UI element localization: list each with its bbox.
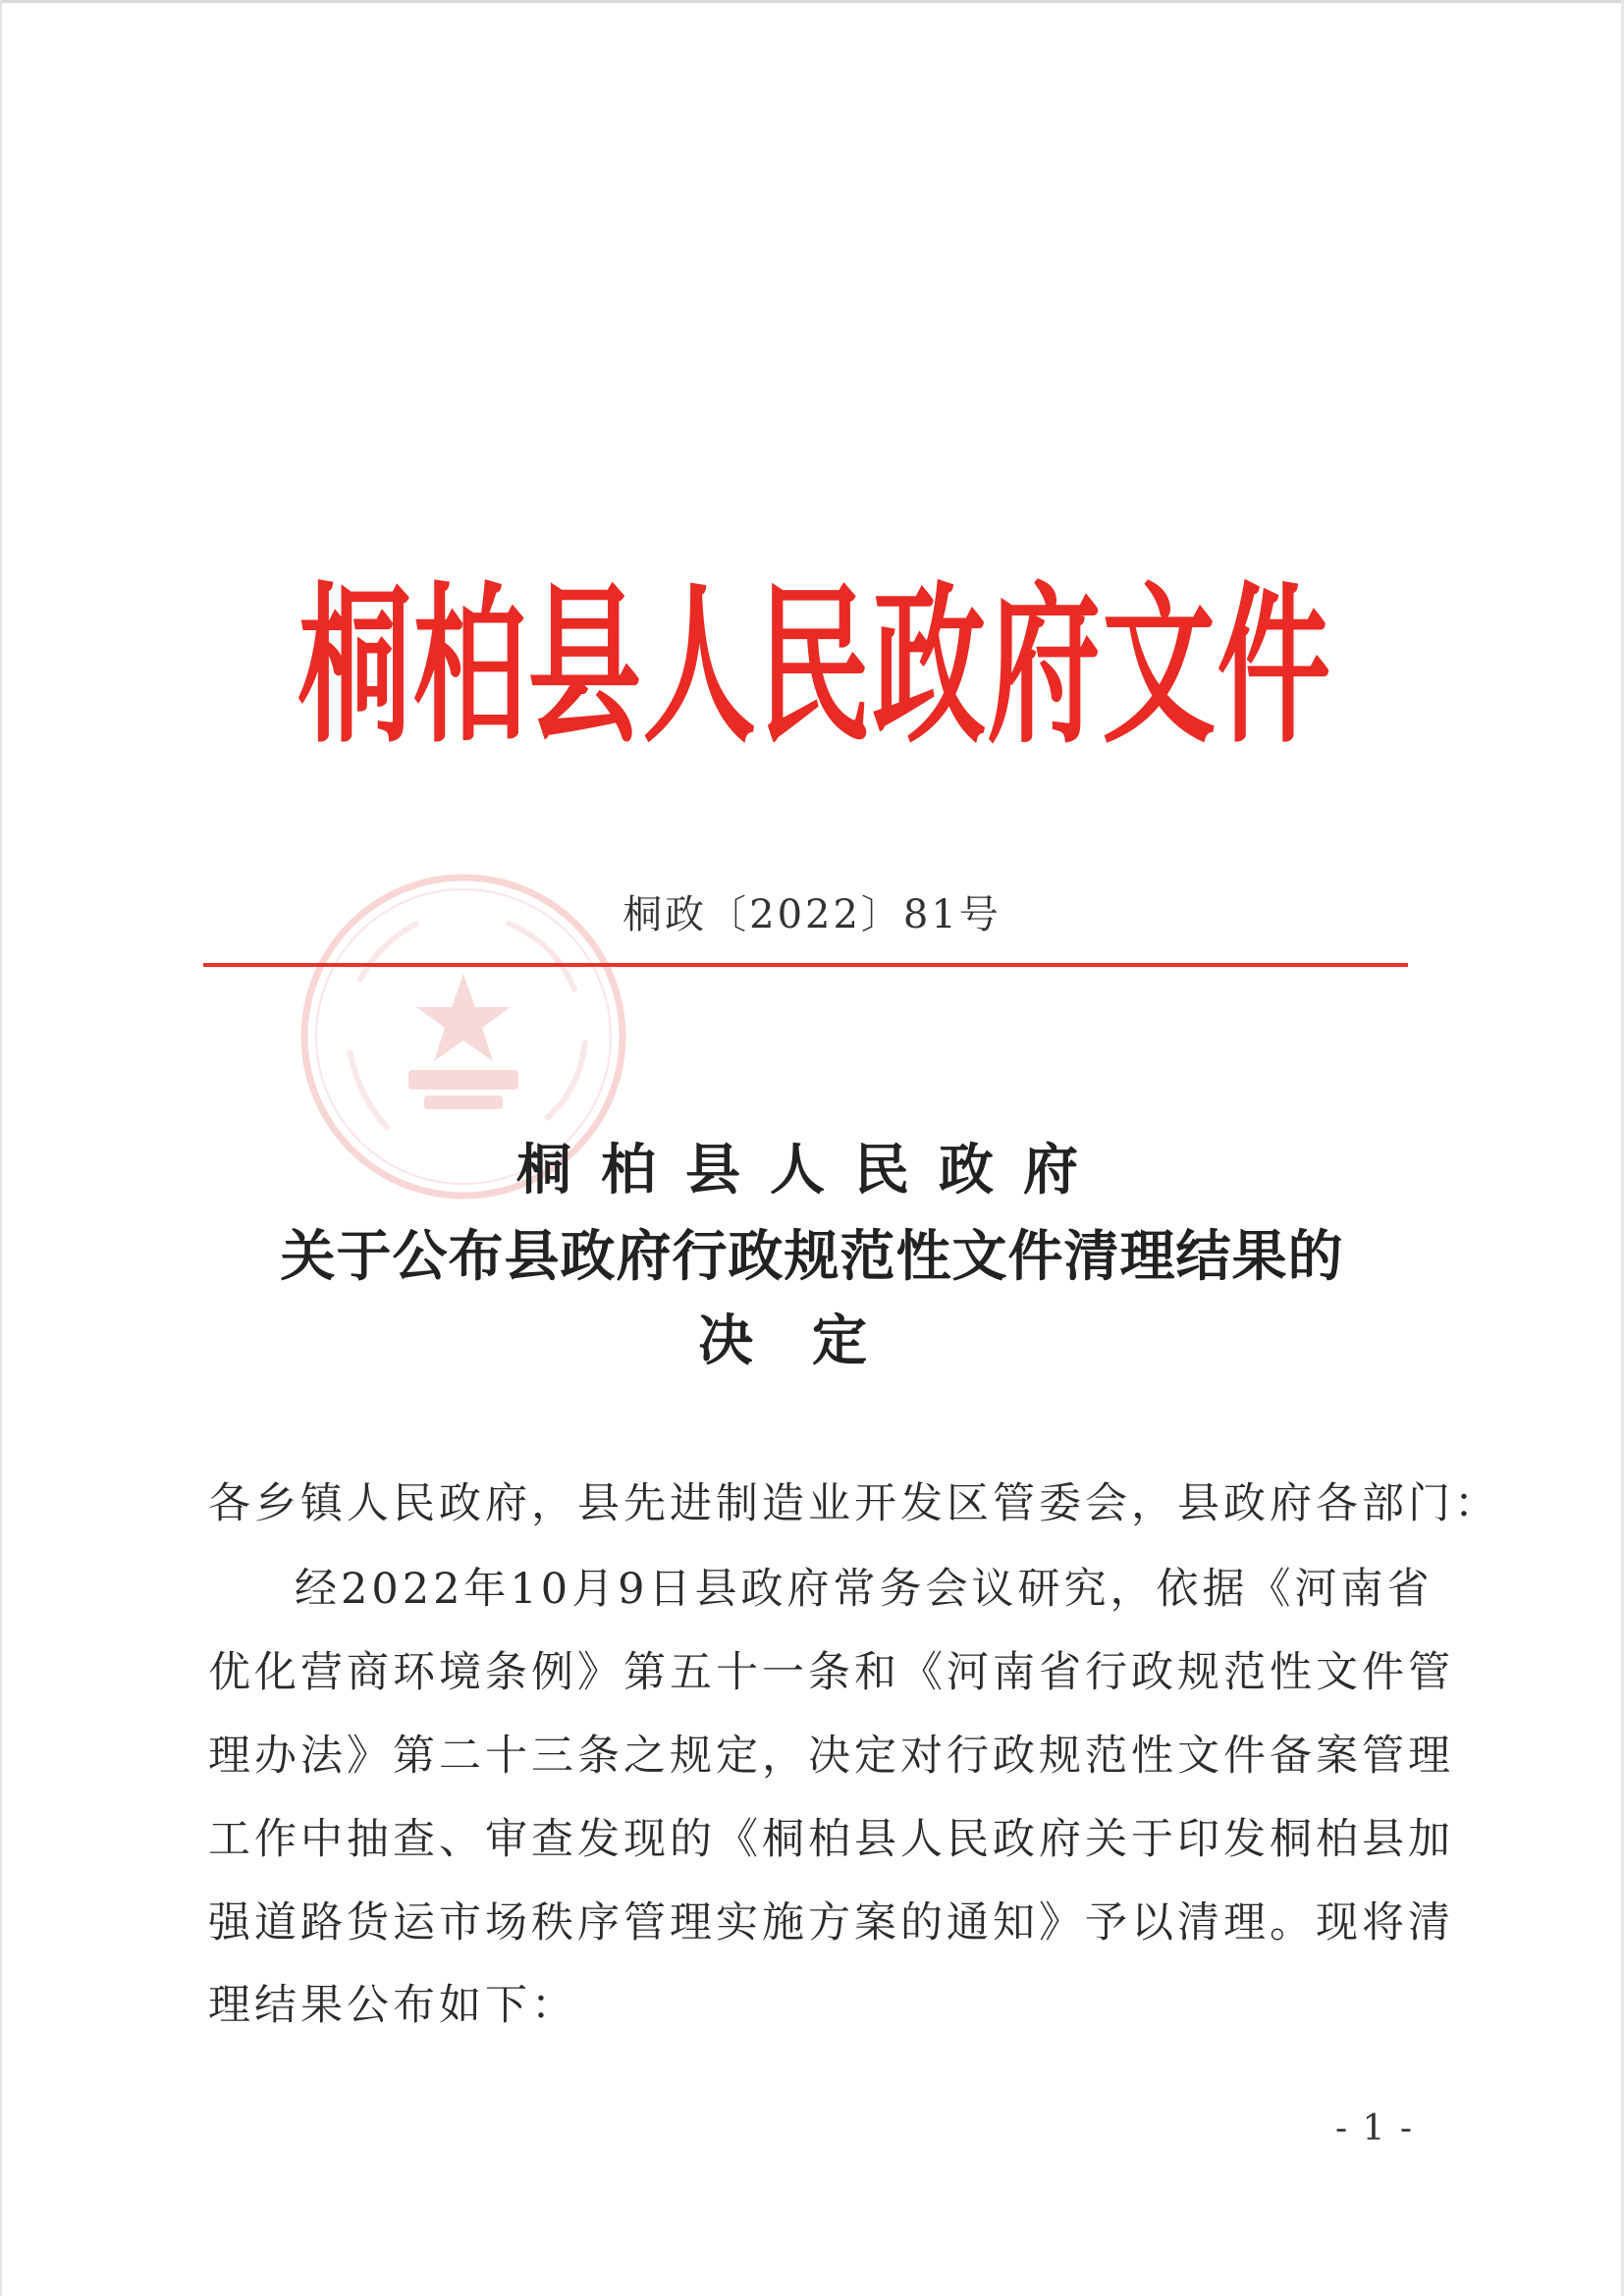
title-line-issuer: 桐柏县人民政府 (516, 1139, 1108, 1202)
body-paragraph-line: 理办法》第二十三条之规定，决定对行政规范性文件备案管理 (208, 1732, 1454, 1781)
document-masthead (236, 550, 1394, 767)
body-paragraph-line: 强道路货运市场秩序管理实施方案的通知》予以清理。现将清 (208, 1898, 1454, 1948)
red-separator-line (203, 963, 1408, 967)
scan-edge-top (0, 0, 1624, 3)
scan-edge-left (0, 0, 2, 2296)
addressee-line: 各乡镇人民政府，县先进制造业开发区管委会，县政府各部门： (208, 1479, 1500, 1528)
masthead-title: 桐柏县人民政府文件 (298, 566, 1332, 767)
document-number: 桐政〔2022〕81号 (623, 892, 1001, 937)
body-paragraph-line: 优化营商环境条例》第五十一条和《河南省行政规范性文件管 (208, 1648, 1454, 1697)
body-paragraph-line: 工作中抽查、审查发现的《桐柏县人民政府关于印发桐柏县加 (208, 1815, 1454, 1864)
body-paragraph-line: 经2022年10月9日县政府常务会议研究，依据《河南省 (295, 1565, 1434, 1614)
title-line-decision: 决定 (698, 1309, 926, 1373)
body-paragraph-line: 理结果公布如下： (208, 1981, 577, 2030)
title-line-subject: 关于公布县政府行政规范性文件清理结果的 (280, 1225, 1344, 1289)
page-number: - 1 - (1334, 2109, 1415, 2149)
